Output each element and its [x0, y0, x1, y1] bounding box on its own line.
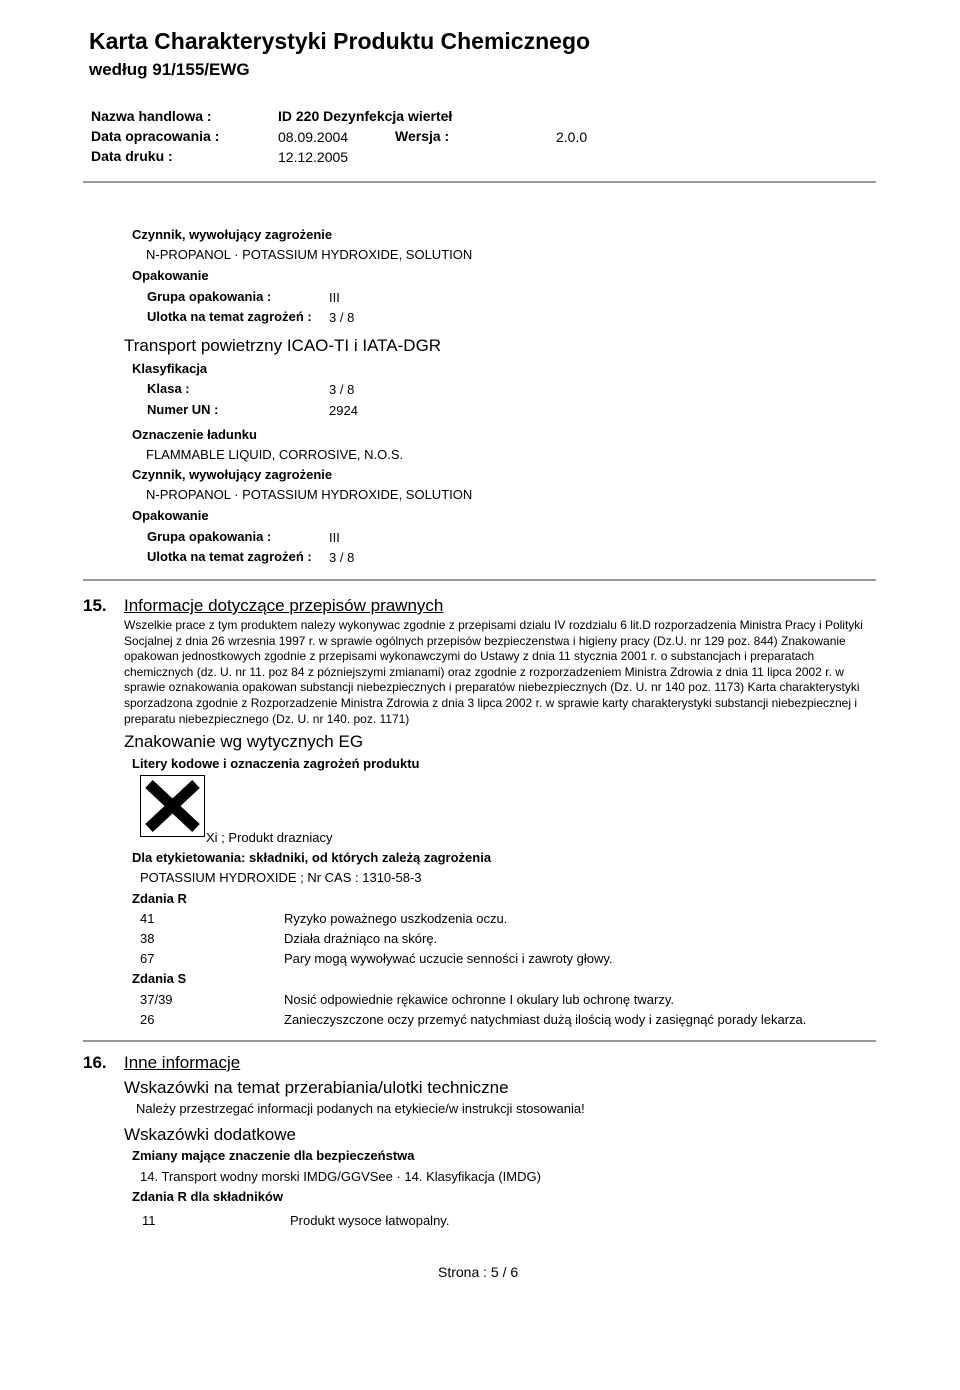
s-phrases-label: Zdania S [132, 971, 187, 986]
r-phrases-label: Zdania R [132, 891, 187, 906]
r-phrase-code: 41 [140, 911, 155, 926]
regulations-paragraph: Wszelkie prace z tym produktem nalezy wykonywac zgodnie z przepisami dzialu IV rozdzialu 6 lit.D rozporzadzenia Ministra Pracy i Polityki Socjalnej z dnia 26 wrzesnia 1997 r. w sprawie ogólnych przepisów bezpieczenstwa i higieny pracy (Dz.U. nr 129 poz. 844) Znakowanie opakowan jednostkowych zgodnie z przepisami wykonawczymi do Ustawy z dnia 11 stycznia 2001 r. o substancjach i preparatach chemicznych (dz. U. nr 11. poz 84 z pózniejszymi zmianami) oraz zgodnie z rozporzadzeniem Ministra Zdrowia z dnia 11 lipca 2002 r. w sprawie oznakowania opakowan substancji niebezpiecznych i preparatów niebezpiecznych (Dz. U. nr 140 poz. 1173) Karta charakterystyki sporzadzona zgodnie z Rozporzadzenie Ministra Zdrowia z dnia 3 lipca 2002 r. w sprawie karty charakterystyki substancji niebezpiecznej i preparatu niebezpiecznego (Dz. U. nr 140. poz. 1171) [124, 618, 863, 726]
section-16-number: 16. [83, 1053, 107, 1072]
cargo-label: Oznaczenie ładunku [132, 427, 257, 442]
xi-hazard-symbol [140, 775, 205, 837]
r-phrase-text: Ryzyko poważnego uszkodzenia oczu. [284, 911, 508, 926]
components-label: Dla etykietowania: składniki, od których zależą zagrożenia [132, 850, 492, 865]
component-value: POTASSIUM HYDROXIDE ; Nr CAS : 1310-58-3 [140, 870, 422, 885]
section-15-title: Informacje dotyczące przepisów prawnych [124, 596, 444, 615]
safety-changes-label: Zmiany mające znaczenie dla bezpieczeństwa [132, 1148, 415, 1163]
prep-date: 08.09.2004 [278, 129, 349, 145]
component-r-phrases-label: Zdania R dla składników [132, 1189, 283, 1204]
air-packing-group: III [329, 530, 340, 545]
section-15-number: 15. [83, 596, 107, 615]
un-number-label: Numer UN : [147, 402, 219, 417]
safety-changes-text: 14. Transport wodny morski IMDG/GGVSee · 14. Klasyfikacja (IMDG) [140, 1169, 541, 1184]
trade-name: ID 220 Dezynfekcja wierteł [278, 108, 453, 124]
processing-text: Należy przestrzegać informacji podanych na etykiecie/w instrukcji stosowania! [136, 1101, 585, 1116]
s-phrase-text: Zanieczyszczone oczy przemyć natychmiast dużą ilością wody i zasięgnąć porady lekarza. [284, 1012, 807, 1027]
document-subtitle: według 91/155/EWG [89, 60, 250, 79]
xi-hazard-cross-icon [140, 775, 205, 837]
prep-date-label: Data opracowania : [91, 128, 220, 144]
air-packaging-label: Opakowanie [132, 508, 209, 523]
air-leaflet: 3 / 8 [329, 550, 355, 565]
header-divider [83, 181, 876, 183]
trade-name-label: Nazwa handlowa : [91, 108, 212, 124]
classification-label: Klasyfikacja [132, 361, 208, 376]
s-phrase-code: 26 [140, 1012, 155, 1027]
leaflet-label: Ulotka na temat zagrożeń : [147, 309, 312, 324]
r-phrase-code: 67 [140, 951, 155, 966]
additional-heading: Wskazówki dodatkowe [124, 1125, 296, 1144]
air-transport-heading: Transport powietrzny ICAO-TI i IATA-DGR [124, 336, 442, 355]
page-number: Strona : 5 / 6 [438, 1264, 519, 1280]
air-packing-group-label: Grupa opakowania : [147, 529, 272, 544]
leaflet: 3 / 8 [329, 310, 355, 325]
hazard-factor: N-PROPANOL · POTASSIUM HYDROXIDE, SOLUTION [146, 247, 473, 262]
packaging-label: Opakowanie [132, 268, 209, 283]
section-divider [83, 579, 876, 581]
r-phrase-text: Pary mogą wywoływać uczucie senności i zawroty głowy. [284, 951, 613, 966]
section-16-title: Inne informacje [124, 1053, 241, 1072]
hazard-symbol-caption: Xi ; Produkt drazniacy [206, 830, 333, 845]
class-value: 3 / 8 [329, 382, 355, 397]
component-r-code: 11 [142, 1213, 156, 1228]
r-phrase-code: 38 [140, 931, 155, 946]
r-phrase-text: Działa drażniąco na skórę. [284, 931, 438, 946]
air-hazard-factor-label: Czynnik, wywołujący zagrożenie [132, 467, 333, 482]
class-label: Klasa : [147, 381, 190, 396]
processing-heading: Wskazówki na temat przerabiania/ulotki techniczne [124, 1078, 509, 1097]
s-phrase-code: 37/39 [140, 992, 173, 1007]
print-date: 12.12.2005 [278, 149, 349, 165]
packing-group: III [329, 290, 340, 305]
hazard-codes-label: Litery kodowe i oznaczenia zagrożeń produktu [132, 756, 420, 771]
cargo-value: FLAMMABLE LIQUID, CORROSIVE, N.O.S. [146, 447, 404, 462]
section-divider [83, 1040, 876, 1042]
air-hazard-factor: N-PROPANOL · POTASSIUM HYDROXIDE, SOLUTION [146, 487, 473, 502]
component-r-text: Produkt wysoce łatwopalny. [290, 1213, 450, 1228]
version: 2.0.0 [556, 129, 588, 145]
print-date-label: Data druku : [91, 148, 173, 164]
labelling-heading: Znakowanie wg wytycznych EG [124, 732, 364, 751]
hazard-factor-label: Czynnik, wywołujący zagrożenie [132, 227, 333, 242]
version-label: Wersja : [395, 128, 450, 144]
un-number: 2924 [329, 403, 358, 418]
s-phrase-text: Nosić odpowiednie rękawice ochronne I okulary lub ochronę twarzy. [284, 992, 674, 1007]
air-leaflet-label: Ulotka na temat zagrożeń : [147, 549, 312, 564]
document-title: Karta Charakterystyki Produktu Chemicznego [89, 28, 591, 54]
packing-group-label: Grupa opakowania : [147, 289, 272, 304]
